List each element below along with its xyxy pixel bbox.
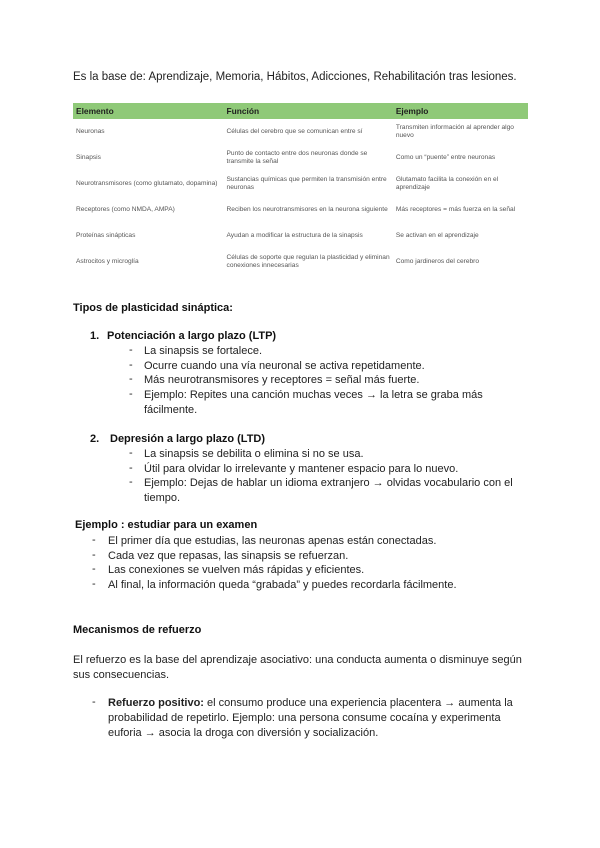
- mechanisms-paragraph: El refuerzo es la base del aprendizaje asociativo: una conducta aumenta o disminuye según: [73, 654, 522, 666]
- table-row: [73, 171, 528, 197]
- header-elemento: Elemento: [73, 103, 224, 119]
- positive-reinforcement-item: [108, 696, 513, 711]
- table-cell: Transmiten información al aprender algo nuevo: [395, 124, 514, 139]
- table-row: [73, 119, 528, 145]
- positive-reinforcement-continuation: euforia → asocia la droga con diversión y socialización.: [108, 727, 379, 739]
- positive-reinforcement-text: el consumo produce una experiencia placentera → aumenta la: [203, 697, 513, 709]
- table-cell: Células del cerebro que se comunican entre sí: [226, 128, 363, 135]
- bullet-dash: -: [129, 462, 133, 474]
- bullet-dash: -: [129, 388, 133, 400]
- example-heading: Ejemplo : estudiar para un examen: [75, 519, 258, 531]
- table-cell: Proteínas sinápticas: [76, 232, 136, 239]
- bullet-dash: -: [92, 534, 96, 546]
- ltp-item: Más neurotransmisores y receptores = señal más fuerte.: [144, 374, 420, 386]
- plasticity-heading: Tipos de plasticidad sináptica:: [73, 302, 233, 314]
- ltp-item-continuation: fácilmente.: [144, 404, 198, 416]
- bullet-dash: -: [92, 696, 96, 708]
- bullet-dash: -: [129, 476, 133, 488]
- example-item: Cada vez que repasas, las sinapsis se refuerzan.: [108, 550, 349, 562]
- bullet-dash: -: [92, 549, 96, 561]
- bullet-dash: -: [92, 563, 96, 575]
- table-cell: Glutamato facilita la conexión en el aprendizaje: [395, 176, 499, 191]
- bullet-dash: -: [129, 447, 133, 459]
- table-cell: Sustancias químicas que permiten la transmisión entre neuronas: [226, 176, 387, 191]
- positive-reinforcement-continuation: probabilidad de repetirlo. Ejemplo: una persona consume cocaína y experimenta: [108, 712, 501, 724]
- table-cell: Se activan en el aprendizaje: [395, 232, 479, 239]
- ltd-item: Útil para olvidar lo irrelevante y mantener espacio para lo nuevo.: [144, 463, 459, 475]
- table-cell: Neuronas: [76, 128, 105, 135]
- ltd-item-continuation: tiempo.: [144, 492, 181, 504]
- ltp-item: Ejemplo: Repites una canción muchas veces → la letra se graba más: [144, 389, 483, 401]
- bullet-dash: -: [129, 344, 133, 356]
- table-row: [73, 223, 528, 249]
- header-ejemplo: Ejemplo: [393, 103, 528, 119]
- ltd-item: Ejemplo: Dejas de hablar un idioma extranjero → olvidas vocabulario con el: [144, 477, 513, 489]
- table-header-row: [73, 103, 528, 119]
- intro-text: Es la base de: Aprendizaje, Memoria, Hábitos, Adicciones, Rehabilitación tras lesiones.: [73, 71, 517, 83]
- ltp-item: Ocurre cuando una vía neuronal se activa repetidamente.: [144, 360, 425, 372]
- table-row: [73, 197, 528, 223]
- table-cell: Sinapsis: [76, 154, 101, 161]
- table-cell: Receptores (como NMDA, AMPA): [76, 206, 175, 213]
- ltd-item: La sinapsis se debilita o elimina si no se usa.: [144, 448, 364, 460]
- neuro-elements-table: [73, 103, 528, 275]
- ltp-title: Potenciación a largo plazo (LTP): [107, 330, 277, 342]
- mechanisms-heading: Mecanismos de refuerzo: [73, 624, 202, 636]
- table-row: [73, 249, 528, 275]
- table-cell: Más receptores = más fuerza en la señal: [395, 206, 516, 213]
- table-cell: Células de soporte que regulan la plasticidad y eliminan conexiones innecesarias: [226, 254, 390, 269]
- table-cell: Neurotransmisores (como glutamato, dopamina): [76, 180, 218, 187]
- header-funcion: Función: [224, 103, 393, 119]
- table-cell: Como jardineros del cerebro: [395, 258, 480, 265]
- ltp-item: La sinapsis se fortalece.: [144, 345, 263, 357]
- example-item: Al final, la información queda “grabada” y puedes recordarla fácilmente.: [108, 579, 457, 591]
- table-cell: Punto de contacto entre dos neuronas donde se transmite la señal: [226, 150, 368, 165]
- positive-reinforcement-label: Refuerzo positivo:: [108, 697, 204, 709]
- table-row: [73, 145, 528, 171]
- table-cell: Como un “puente” entre neuronas: [395, 154, 496, 161]
- example-item: Las conexiones se vuelven más rápidas y eficientes.: [108, 564, 365, 576]
- bullet-dash: -: [129, 359, 133, 371]
- example-item: El primer día que estudias, las neuronas apenas están conectadas.: [108, 535, 437, 547]
- bullet-dash: -: [129, 373, 133, 385]
- bullet-dash: -: [92, 578, 96, 590]
- table-cell: Ayudan a modificar la estructura de la sinapsis: [226, 232, 363, 239]
- mechanisms-paragraph-continuation: sus consecuencias.: [73, 669, 169, 681]
- ltd-number: 2.: [90, 433, 100, 445]
- ltp-number: 1.: [90, 330, 100, 342]
- ltd-title: Depresión a largo plazo (LTD): [110, 433, 266, 445]
- table-cell: Astrocitos y microglía: [76, 258, 139, 265]
- table-cell: Reciben los neurotransmisores en la neurona siguiente: [226, 206, 388, 213]
